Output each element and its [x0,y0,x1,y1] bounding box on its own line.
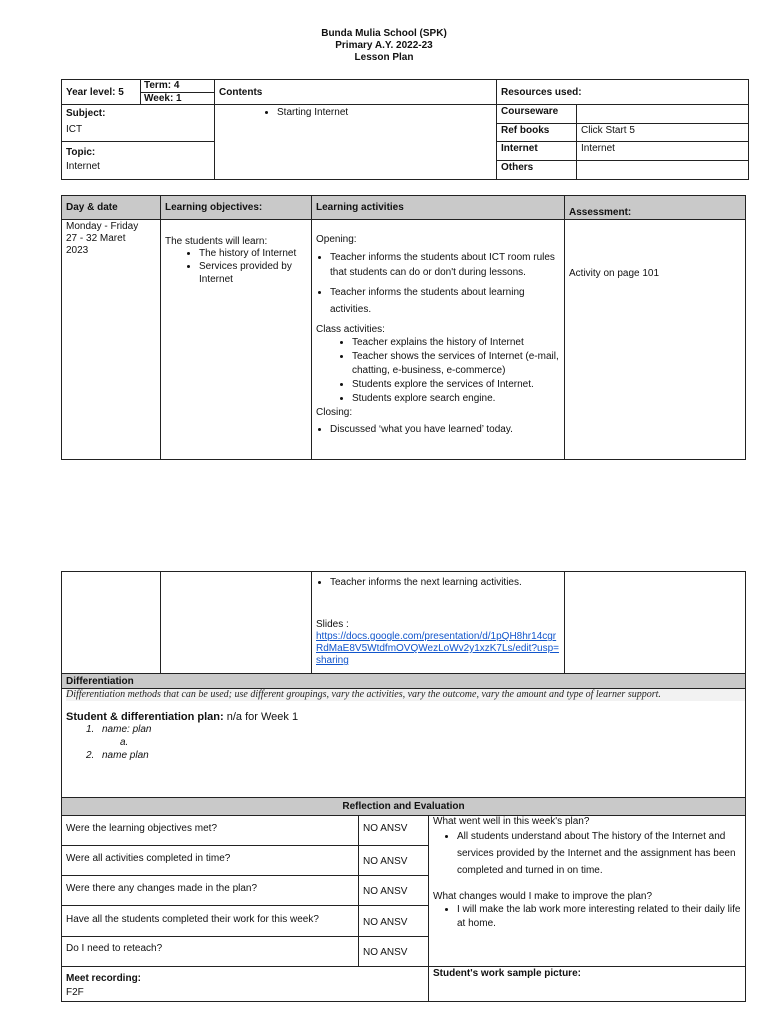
topic-cell [62,142,215,180]
went-well-item: • All students understand about The history of the Internet and services provided by the Internet and the assignment has been completed and turned in on time. [457,828,741,879]
continuation-day-cell [62,572,161,674]
contents-header: Contents [215,80,497,105]
question-cell: Were all activities completed in time? [62,846,359,876]
student-plan-line [66,711,745,723]
plan-list [86,723,745,762]
answer-cell: NO ANSV [359,937,429,967]
subject-value: ICT [66,124,83,135]
document-title: Lesson Plan [354,52,414,63]
resource-value-refbooks: Click Start 5 [577,124,749,142]
slides-link[interactable]: https://docs.google.com/presentation/d/1pQH8hr14cgrRdMaE8V5WtdfmOVQWezLoWv2y1xzK7Ls/edit?usp=sharing [316,631,559,666]
week-cell: Week: 1 [141,93,215,105]
plan-item-text: name: plan [102,724,152,735]
question-cell: Do I need to reteach? [62,937,359,967]
answer-cell: NO ANSV [359,846,429,876]
next-activity-item: • Teacher informs the next learning activities. [330,576,560,589]
header-assessment: Assessment: [565,196,746,220]
continuation-table [61,571,746,674]
info-table [61,79,749,180]
plan-number: 1. [86,724,95,735]
header-day-date: Day & date [62,196,161,220]
continuation-activities-cell [312,572,565,674]
resource-label-internet: Internet [497,142,577,161]
opening-item: • Teacher informs the students about ICT room rules that students can do or don't during lessons. [330,250,560,280]
resource-value-internet: Internet [577,142,749,161]
changes-label: What changes would I make to improve the plan? [433,891,653,902]
activities-cell [312,220,565,460]
continuation-assessment-cell [565,572,746,674]
work-sample-cell: Student's work sample picture: [429,967,746,1002]
differentiation-note: Differentiation methods that can be used; use different groupings, vary the activities, vary the outcome, vary the amount and type of learner support. [66,689,745,701]
class-activity-item: • Teacher explains the history of Internet [352,336,560,350]
term-cell: Term: 4 [141,80,215,93]
differentiation-header: Differentiation [62,674,746,689]
class-activity-item: • Teacher shows the services of Internet (e-mail, chatting, e-business, e-commerce) [352,350,560,378]
year-level-cell: Year level: 5 [62,80,141,105]
class-activity-item: • Students explore search engine. [352,392,560,406]
objectives-cell [161,220,312,460]
header-objectives: Learning objectives: [161,196,312,220]
subject-cell [62,105,215,142]
objective-item: • The history of Internet [199,247,307,260]
continuation-objectives-cell [161,572,312,674]
closing-item: • Discussed ‘what you have learned’ today. [330,422,560,438]
question-cell: Have all the students completed their work for this week? [62,906,359,937]
class-activities-label: Class activities: [316,324,385,335]
resource-value-others [577,161,749,180]
changes-item: • I will make the lab work more interesting related to their daily life at home. [457,903,741,931]
student-plan-label: Student & differentiation plan: [66,711,224,723]
student-plan-value: n/a for Week 1 [226,711,299,723]
contents-cell [215,105,497,180]
opening-label: Opening: [316,234,357,245]
resources-header: Resources used: [497,80,749,105]
objectives-intro: The students will learn: [165,236,268,247]
resource-label-others: Others [497,161,577,180]
question-cell: Were the learning objectives met? [62,816,359,846]
school-name: Bunda Mulia School (SPK) [321,28,447,39]
topic-value: Internet [66,161,100,172]
resource-value-courseware [577,105,749,124]
answer-cell: NO ANSV [359,816,429,846]
topic-label: Topic: [66,147,96,158]
document-header [0,28,768,64]
meet-recording-cell [62,967,429,1002]
resource-label-refbooks: Ref books [497,124,577,142]
evaluation-notes-cell [429,816,746,967]
class-activity-item: • Students explore the services of Internet. [352,378,560,392]
slides-label: Slides : [316,619,349,630]
resource-label-courseware: Courseware [497,105,577,124]
meet-recording-value: F2F [66,987,84,998]
meet-recording-label: Meet recording: [66,973,142,984]
differentiation-cell [62,689,746,798]
plan-item [86,749,745,762]
answer-cell: NO ANSV [359,906,429,937]
subject-label: Subject: [66,108,106,119]
reflection-header: Reflection and Evaluation [62,798,746,816]
opening-item: • Teacher informs the students about learning activities. [330,284,560,318]
contents-item: • Starting Internet [277,106,492,119]
went-well-label: What went well in this week's plan? [433,816,590,827]
closing-label: Closing: [316,407,353,418]
objective-item: • Services provided by Internet [199,260,307,286]
header-activities: Learning activities [312,196,565,220]
plan-table [61,195,746,460]
plan-number: 2. [86,750,95,761]
academic-year: Primary A.Y. 2022-23 [335,40,433,51]
plan-subitem: a. [120,737,129,748]
assessment-cell: Activity on page 101 [565,220,746,460]
plan-item-text: name plan [102,750,149,761]
reflection-table [61,673,746,1002]
question-cell: Were there any changes made in the plan? [62,876,359,906]
plan-item [86,723,745,736]
answer-cell: NO ANSV [359,876,429,906]
day-date-cell: Monday - Friday 27 - 32 Maret 2023 [62,220,161,460]
